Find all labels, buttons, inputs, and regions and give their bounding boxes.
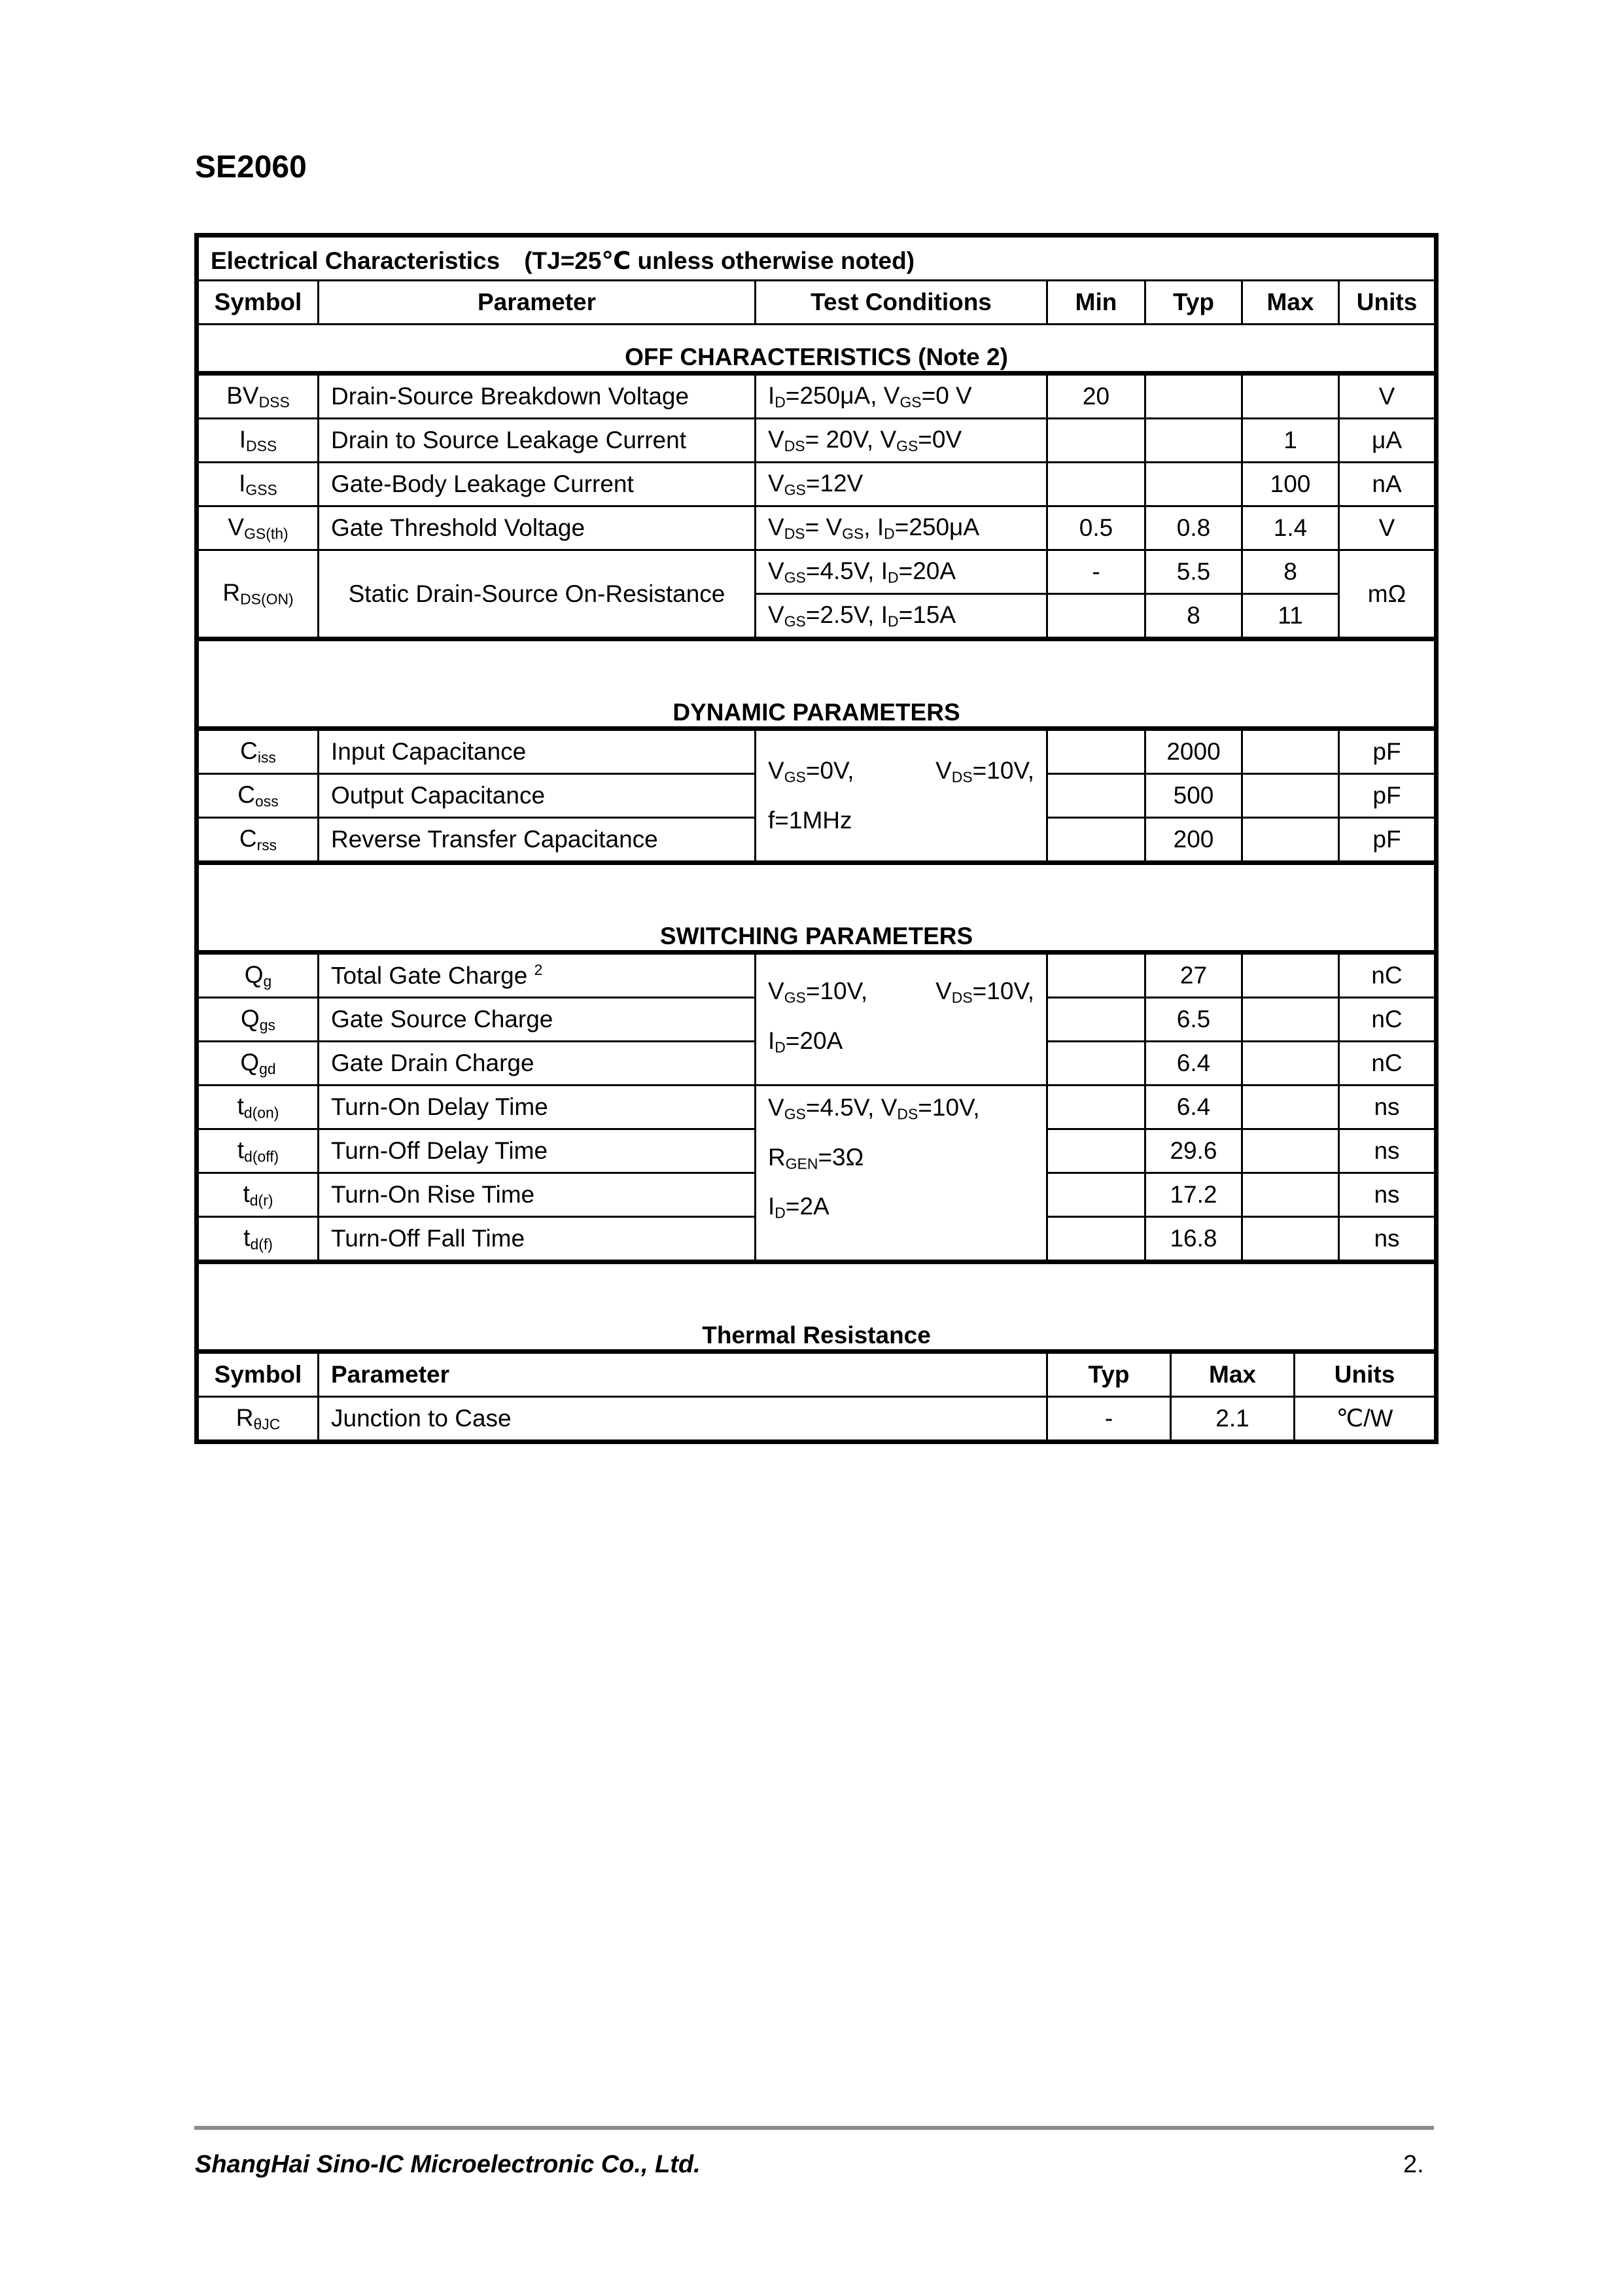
symbol-cell: $t_{d(on)}$	[197, 1086, 319, 1129]
max-cell	[1242, 774, 1339, 818]
parameter-cell: Gate Drain Charge	[319, 1042, 756, 1086]
table-row	[197, 1086, 1437, 1129]
thermal-values	[1047, 1397, 1437, 1442]
parameter-cell: Gate-Body Leakage Current	[319, 463, 756, 506]
symbol-cell: $C_{iss}$	[197, 729, 319, 774]
max-cell: 2.1	[1172, 1398, 1295, 1439]
section-thermal-title: Thermal Resistance	[197, 1262, 1437, 1352]
footer-divider	[194, 2126, 1434, 2130]
header-test-conditions: Test Conditions	[756, 281, 1047, 325]
test-cell: $V_{GS}=0V$, $V_{DS}=10V$, f=1MHz	[756, 729, 1047, 863]
table-title-row	[197, 236, 1437, 281]
max-cell	[1242, 374, 1339, 419]
max-cell	[1242, 953, 1339, 998]
section-dynamic-title: DYNAMIC PARAMETERS	[197, 639, 1437, 729]
unit-cell: nC	[1339, 953, 1437, 998]
test-cell: $V_{GS}=4.5V$, $I_D=20A$	[756, 550, 1047, 594]
test-cell: $V_{DS}= 20V$, $V_{GS}=0V$	[756, 419, 1047, 463]
parameter-cell: Output Capacitance	[319, 774, 756, 818]
typ-cell: 27	[1145, 953, 1242, 998]
header-parameter: Parameter	[319, 281, 756, 325]
table-row	[197, 953, 1437, 998]
unit-cell: nC	[1339, 1042, 1437, 1086]
symbol-cell: $t_{d(f)}$	[197, 1217, 319, 1262]
parameter-cell: Total Gate Charge $^2$	[319, 953, 756, 998]
header-row	[197, 281, 1437, 325]
table-row	[197, 550, 1437, 594]
test-cell: $V_{GS}=10V$, $V_{DS}=10V$, $I_D=20A$	[756, 953, 1047, 1086]
thermal-header-symbol: Symbol	[197, 1352, 319, 1397]
max-cell: 1.4	[1242, 506, 1339, 550]
min-cell	[1047, 463, 1145, 506]
max-cell	[1242, 729, 1339, 774]
symbol-cell: $R_{DS(ON)}$	[197, 550, 319, 639]
unit-cell: μA	[1339, 419, 1437, 463]
table-row	[197, 374, 1437, 419]
unit-cell: V	[1339, 506, 1437, 550]
table-row	[197, 463, 1437, 506]
part-number: SE2060	[195, 150, 307, 185]
page-number: 2.	[1403, 2151, 1424, 2178]
symbol-cell: $I_{DSS}$	[197, 419, 319, 463]
header-max: Max	[1242, 281, 1339, 325]
min-cell	[1047, 818, 1145, 863]
unit-cell: pF	[1339, 818, 1437, 863]
max-cell	[1242, 1042, 1339, 1086]
typ-cell: 6.5	[1145, 998, 1242, 1042]
max-cell	[1242, 1217, 1339, 1262]
min-cell: 20	[1047, 374, 1145, 419]
section-off	[197, 325, 1437, 374]
min-cell	[1047, 774, 1145, 818]
typ-cell: 8	[1145, 594, 1242, 639]
header-min: Min	[1047, 281, 1145, 325]
min-cell: -	[1047, 550, 1145, 594]
max-cell	[1242, 818, 1339, 863]
symbol-cell: $I_{GSS}$	[197, 463, 319, 506]
section-switching-title: SWITCHING PARAMETERS	[197, 863, 1437, 953]
typ-cell: 6.4	[1145, 1042, 1242, 1086]
test-cell: $V_{GS}=4.5V$, $V_{DS}=10V$, $R_{GEN}=3\Omega$ $I_D=2A$	[756, 1086, 1047, 1262]
unit-cell: ℃/W	[1336, 1405, 1393, 1432]
min-cell: 0.5	[1047, 506, 1145, 550]
parameter-cell: Reverse Transfer Capacitance	[319, 818, 756, 863]
unit-cell: pF	[1339, 729, 1437, 774]
typ-cell: 6.4	[1145, 1086, 1242, 1129]
parameter-cell: Drain-Source Breakdown Voltage	[319, 374, 756, 419]
section-switching	[197, 863, 1437, 953]
typ-cell: 0.8	[1145, 506, 1242, 550]
min-cell	[1047, 1129, 1145, 1173]
max-cell	[1242, 1173, 1339, 1217]
max-cell: 8	[1242, 550, 1339, 594]
parameter-cell: Gate Source Charge	[319, 998, 756, 1042]
table-row	[197, 419, 1437, 463]
min-cell	[1047, 1173, 1145, 1217]
typ-cell: 2000	[1145, 729, 1242, 774]
typ-cell	[1145, 374, 1242, 419]
header-units: Units	[1339, 281, 1437, 325]
test-cell: $V_{GS}=12V$	[756, 463, 1047, 506]
typ-cell: -	[1048, 1398, 1172, 1439]
unit-cell: ns	[1339, 1173, 1437, 1217]
max-cell: 1	[1242, 419, 1339, 463]
typ-cell	[1145, 419, 1242, 463]
symbol-cell: $V_{GS(th)}$	[197, 506, 319, 550]
unit-cell: pF	[1339, 774, 1437, 818]
header-symbol: Symbol	[197, 281, 319, 325]
typ-cell: 200	[1145, 818, 1242, 863]
parameter-cell: Gate Threshold Voltage	[319, 506, 756, 550]
thermal-header-units: Units	[1334, 1361, 1395, 1388]
typ-cell: 500	[1145, 774, 1242, 818]
test-cell: $I_D=250\mu A$, $V_{GS}=0$ V	[756, 374, 1047, 419]
unit-cell: mΩ	[1339, 550, 1437, 639]
footer-company: ShangHai Sino-IC Microelectronic Co., Ltd.	[195, 2151, 701, 2178]
parameter-cell: Drain to Source Leakage Current	[319, 419, 756, 463]
max-cell: 11	[1242, 594, 1339, 639]
max-cell	[1242, 998, 1339, 1042]
unit-cell: ns	[1339, 1086, 1437, 1129]
section-off-title: OFF CHARACTERISTICS (Note 2)	[197, 325, 1437, 374]
symbol-cell: $t_{d(r)}$	[197, 1173, 319, 1217]
unit-cell: ns	[1339, 1129, 1437, 1173]
parameter-cell: Turn-Off Delay Time	[319, 1129, 756, 1173]
symbol-cell: $t_{d(off)}$	[197, 1129, 319, 1173]
typ-cell: 5.5	[1145, 550, 1242, 594]
parameter-cell: Turn-Off Fall Time	[319, 1217, 756, 1262]
table-row	[197, 729, 1437, 774]
unit-cell: nC	[1339, 998, 1437, 1042]
unit-cell: V	[1339, 374, 1437, 419]
typ-cell: 29.6	[1145, 1129, 1242, 1173]
thermal-header-typ: Typ	[1048, 1354, 1172, 1396]
thermal-header-parameter: Parameter	[319, 1352, 1047, 1397]
table-title: Electrical Characteristics (TJ=25℃ unless otherwise noted)	[197, 236, 1437, 281]
section-thermal	[197, 1262, 1437, 1352]
section-dynamic	[197, 639, 1437, 729]
min-cell	[1047, 594, 1145, 639]
max-cell	[1242, 1129, 1339, 1173]
min-cell	[1047, 1217, 1145, 1262]
min-cell	[1047, 419, 1145, 463]
min-cell	[1047, 1086, 1145, 1129]
symbol-cell: $C_{oss}$	[197, 774, 319, 818]
parameter-cell: Static Drain-Source On-Resistance	[319, 550, 756, 639]
unit-cell: ns	[1339, 1217, 1437, 1262]
thermal-header-row	[197, 1352, 1437, 1397]
parameter-cell: Input Capacitance	[319, 729, 756, 774]
max-cell	[1242, 1086, 1339, 1129]
max-cell: 100	[1242, 463, 1339, 506]
test-cell: $V_{GS}=2.5V$, $I_D=15A$	[756, 594, 1047, 639]
min-cell	[1047, 953, 1145, 998]
parameter-cell: Junction to Case	[319, 1397, 1047, 1442]
typ-cell: 16.8	[1145, 1217, 1242, 1262]
parameter-cell: Turn-On Delay Time	[319, 1086, 756, 1129]
symbol-cell: $BV_{DSS}$	[197, 374, 319, 419]
table-row	[197, 1397, 1437, 1442]
thermal-header-values	[1047, 1352, 1437, 1397]
electrical-characteristics-table	[194, 233, 1439, 1444]
min-cell	[1047, 729, 1145, 774]
symbol-cell: $Q_{gs}$	[197, 998, 319, 1042]
symbol-cell: $Q_{gd}$	[197, 1042, 319, 1086]
symbol-cell: $Q_g$	[197, 953, 319, 998]
unit-cell: nA	[1339, 463, 1437, 506]
min-cell	[1047, 1042, 1145, 1086]
min-cell	[1047, 998, 1145, 1042]
typ-cell	[1145, 463, 1242, 506]
typ-cell: 17.2	[1145, 1173, 1242, 1217]
parameter-cell: Turn-On Rise Time	[319, 1173, 756, 1217]
symbol-cell: $R_{\theta JC}$	[197, 1397, 319, 1442]
symbol-cell: $C_{rss}$	[197, 818, 319, 863]
test-cell: $V_{DS}= V_{GS}$, $I_D=250\mu A$	[756, 506, 1047, 550]
thermal-header-max: Max	[1172, 1354, 1295, 1396]
header-typ: Typ	[1145, 281, 1242, 325]
table-row	[197, 506, 1437, 550]
